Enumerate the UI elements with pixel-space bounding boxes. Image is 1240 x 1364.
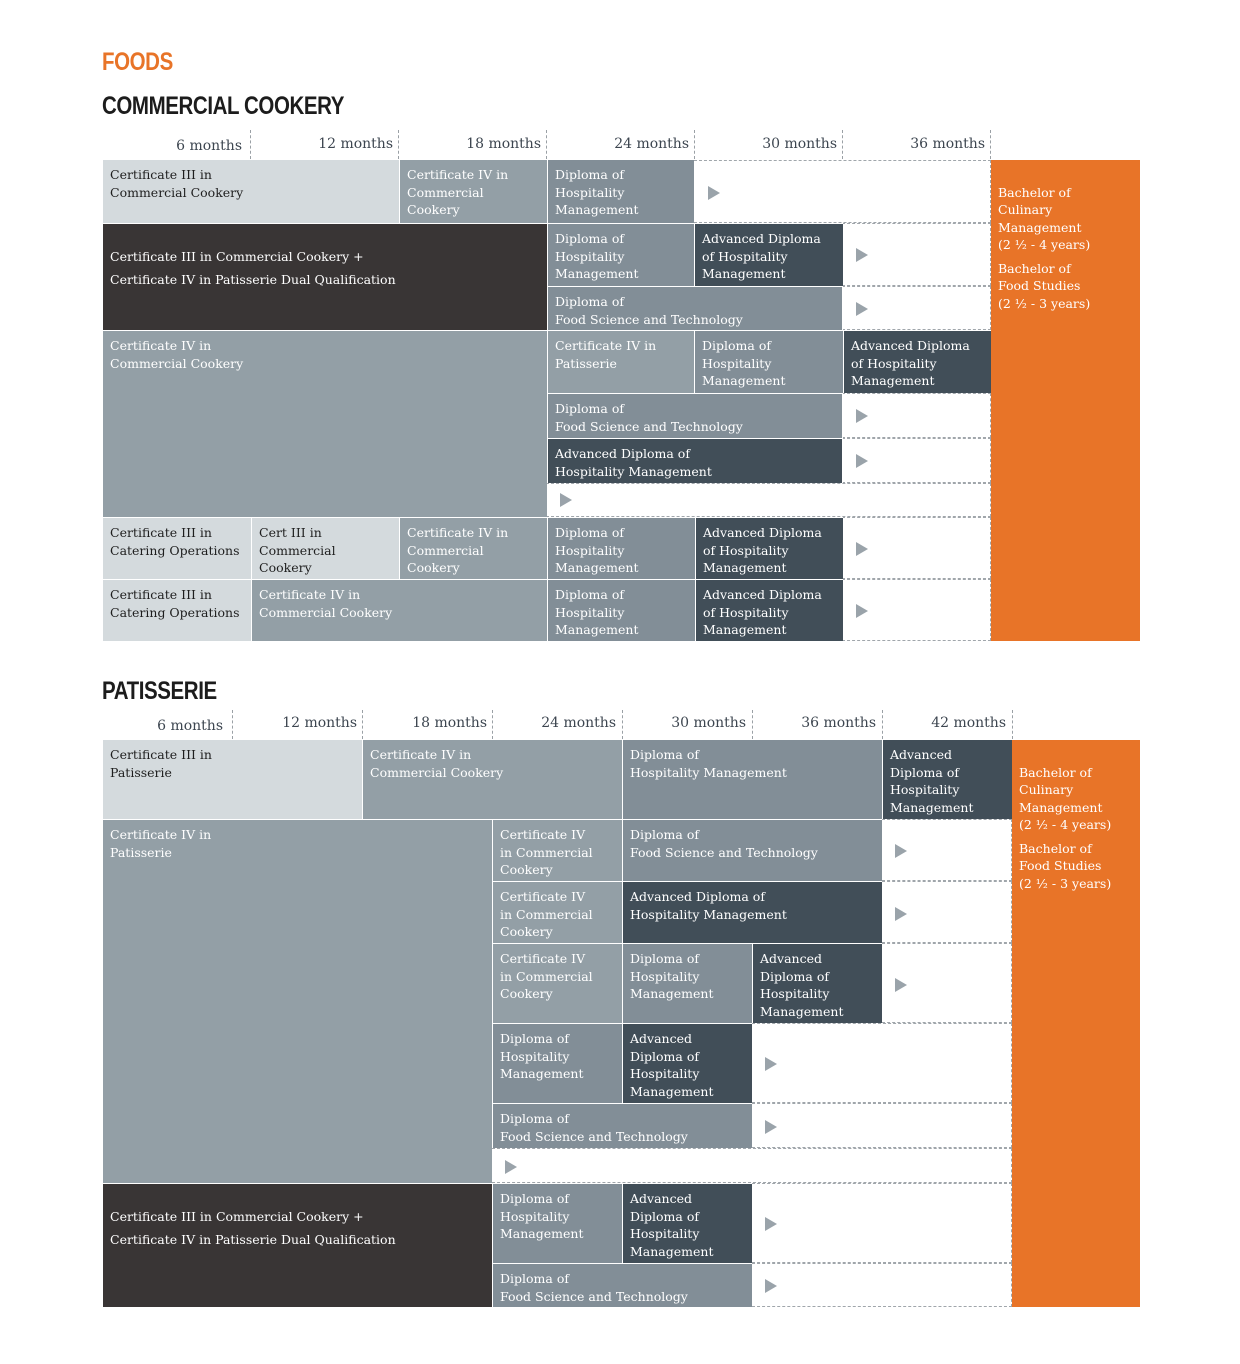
pathway-arrow-icon (765, 1217, 777, 1231)
qualification-cert-iv-patisserie: Certificate IV in Patisserie (103, 819, 492, 1183)
month-label: 6 months (157, 718, 223, 734)
qualification-advanced-diploma-hospitality: Advanced Diploma of Hospitality Management (695, 223, 843, 286)
qualification-cert-iii-commercial-cookery: Certificate III in Commercial Cookery (103, 160, 399, 223)
qualification-advanced-diploma-hospitality: Advanced Diploma of Hospitality Management (622, 1023, 752, 1103)
dual-line-2: Certificate IV in Patisserie Dual Qualification (110, 1232, 396, 1247)
pathway-arrow-icon (765, 1057, 777, 1071)
qualification-diploma-hospitality: Diploma of Hospitality Management (492, 1023, 622, 1103)
section-title: FOODS (102, 48, 173, 76)
qualification-cert-iv-commercial-cookery: Certificate IV in Commercial Cookery (399, 160, 547, 223)
commercial-cookery-title: COMMERCIAL COOKERY (102, 92, 345, 120)
qualification-diploma-hospitality: Diploma of Hospitality Management (547, 160, 694, 223)
qualification-diploma-food-science: Diploma of Food Science and Technology (622, 819, 882, 881)
qualification-cert-iv-commercial-cookery: Certificate IV in Commercial Cookery (103, 330, 547, 517)
qualification-diploma-hospitality: Diploma of Hospitality Management (622, 740, 882, 819)
pathway-arrow-icon (895, 907, 907, 921)
month-tick (492, 710, 493, 739)
qualification-diploma-hospitality: Diploma of Hospitality Management (547, 517, 695, 579)
pathway-arrow-icon (765, 1279, 777, 1293)
bachelor-culinary-management: Bachelor of Culinary Management (2 ½ - 4 years) (998, 184, 1091, 252)
qualification-cert-iii-catering: Certificate III in Catering Operations (103, 579, 251, 641)
qualification-diploma-food-science: Diploma of Food Science and Technology (492, 1103, 752, 1148)
qualification-diploma-food-science: Diploma of Food Science and Technology (547, 393, 843, 438)
dual-line-1: Certificate III in Commercial Cookery + (110, 248, 364, 264)
qualification-diploma-hospitality: Diploma of Hospitality Management (547, 223, 695, 286)
qualification-diploma-hospitality: Diploma of Hospitality Management (622, 943, 752, 1023)
qualification-cert-iii-commercial-cookery: Cert III in Commercial Cookery (251, 517, 399, 579)
month-tick (882, 710, 883, 739)
month-label: 12 months (282, 715, 357, 731)
dual-line-1: Certificate III in Commercial Cookery + (110, 1208, 364, 1224)
qualification-diploma-food-science: Diploma of Food Science and Technology (492, 1263, 752, 1307)
qualification-diploma-hospitality: Diploma of Hospitality Management (695, 330, 843, 393)
month-label: 24 months (614, 136, 689, 152)
month-label: 12 months (318, 136, 393, 152)
month-label: 30 months (671, 715, 746, 731)
qualification-advanced-diploma-hospitality: Advanced Diploma of Hospitality Management (622, 1183, 752, 1263)
qualification-advanced-diploma-hospitality: Advanced Diploma of Hospitality Management (843, 330, 991, 393)
qualification-cert-iv-commercial-cookery: Certificate IV in Commercial Cookery (362, 740, 622, 819)
month-label: 18 months (466, 136, 541, 152)
qualification-cert-iv-commercial-cookery: Certificate IV in Commercial Cookery (399, 517, 547, 579)
open-pathway (752, 1183, 1012, 1263)
open-pathway (752, 1023, 1012, 1103)
qualification-cert-iv-commercial-cookery: Certificate IV in Commercial Cookery (492, 943, 622, 1023)
qualification-dual (103, 1183, 492, 1307)
month-label: 30 months (762, 136, 837, 152)
month-tick (1012, 710, 1013, 739)
open-pathway (752, 1103, 1012, 1148)
bachelor-food-studies: Bachelor of Food Studies (2 ½ - 3 years) (1019, 840, 1112, 891)
month-tick (232, 710, 233, 739)
qualification-diploma-hospitality: Diploma of Hospitality Management (547, 579, 695, 641)
month-label: 36 months (910, 136, 985, 152)
month-tick (752, 710, 753, 739)
qualification-cert-iv-commercial-cookery: Certificate IV in Commercial Cookery (251, 579, 547, 641)
month-tick (622, 710, 623, 739)
qualification-diploma-hospitality: Diploma of Hospitality Management (492, 1183, 622, 1263)
qualification-cert-iv-patisserie: Certificate IV in Patisserie (547, 330, 695, 393)
patisserie-title: PATISSERIE (102, 677, 217, 705)
open-pathway (752, 1263, 1012, 1307)
qualification-advanced-diploma-hospitality: Advanced Diploma of Hospitality Management (622, 881, 882, 943)
qualification-cert-iii-patisserie: Certificate III in Patisserie (103, 740, 362, 819)
qualification-cert-iii-catering: Certificate III in Catering Operations (103, 517, 251, 579)
qualification-diploma-food-science: Diploma of Food Science and Technology (547, 286, 843, 330)
bachelor-culinary-management: Bachelor of Culinary Management (2 ½ - 4 years) (1019, 764, 1112, 832)
month-label: 24 months (541, 715, 616, 731)
qualification-advanced-diploma-hospitality: Advanced Diploma of Hospitality Management (695, 517, 843, 579)
qualification-advanced-diploma-hospitality: Advanced Diploma of Hospitality Management (882, 740, 1012, 819)
pathway-arrow-icon (765, 1120, 777, 1134)
bachelor-column (1012, 740, 1140, 1307)
month-label: 18 months (412, 715, 487, 731)
qualification-cert-iv-commercial-cookery: Certificate IV in Commercial Cookery (492, 819, 622, 881)
month-tick (362, 710, 363, 739)
month-label: 42 months (931, 715, 1006, 731)
bachelor-food-studies: Bachelor of Food Studies (2 ½ - 3 years) (998, 260, 1091, 311)
month-label: 36 months (801, 715, 876, 731)
qualification-advanced-diploma-hospitality: Advanced Diploma of Hospitality Management (752, 943, 882, 1023)
pathway-arrow-icon (505, 1160, 517, 1174)
qualification-advanced-diploma-hospitality: Advanced Diploma of Hospitality Management (547, 438, 843, 483)
dual-line-2: Certificate IV in Patisserie Dual Qualification (110, 272, 396, 287)
pathway-arrow-icon (895, 978, 907, 992)
open-pathway (492, 1148, 1012, 1183)
pathway-arrow-icon (895, 844, 907, 858)
qualification-advanced-diploma-hospitality: Advanced Diploma of Hospitality Management (695, 579, 843, 641)
month-label: 6 months (176, 138, 242, 154)
qualification-cert-iv-commercial-cookery: Certificate IV in Commercial Cookery (492, 881, 622, 943)
